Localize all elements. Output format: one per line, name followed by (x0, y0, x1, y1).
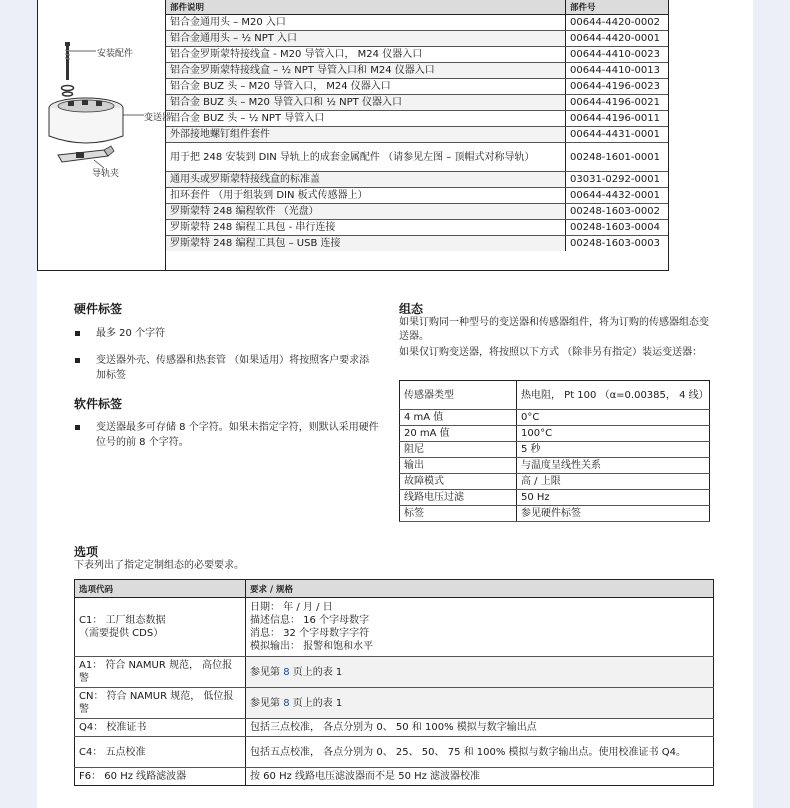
table-row (400, 458, 710, 474)
table-row (75, 719, 714, 737)
table-row (75, 737, 714, 768)
table-row (166, 95, 668, 111)
table-row (166, 188, 668, 204)
parts-header-desc: 部件说明 (166, 0, 566, 15)
options-header-req: 要求 / 规格 (246, 580, 714, 598)
configuration-title: 组态 (399, 302, 424, 316)
table-row (75, 657, 714, 688)
config-value: 高 / 上限 (517, 474, 710, 490)
option-code: F6： 60 Hz 线路滤波器 (75, 768, 246, 786)
table-row (166, 204, 668, 220)
part-number: 00644-4196-0023 (566, 79, 669, 95)
part-desc: 罗斯蒙特 248 编程工具包 - 串行连接 (166, 220, 566, 236)
option-code: A1： 符合 NAMUR 规范， 高位报警 (75, 657, 246, 688)
hardware-tag-bullet-1: 最多 20 个字符 (74, 326, 374, 341)
config-value: 参见硬件标签 (517, 506, 710, 522)
parts-header-row (166, 0, 668, 15)
config-value: 100°C (517, 426, 710, 442)
configuration-para-2: 如果仅订购变送器，将按照以下方式 （除非另有指定）装运变送器： (399, 347, 703, 358)
hardware-tag-title: 硬件标签 (74, 302, 123, 316)
config-key: 传感器类型 (400, 381, 517, 410)
options-header-row (75, 580, 714, 598)
option-req-c1-line: 描述信息： 16 个字母数字 (250, 615, 370, 626)
config-key: 故障模式 (400, 474, 517, 490)
options-intro: 下表列出了指定定制组态的必要要求。 (74, 560, 244, 571)
table-row (166, 15, 668, 31)
part-number: 00644-4410-0023 (566, 47, 669, 63)
assembly-illustration (38, 0, 172, 270)
part-number: 00644-4196-0021 (566, 95, 669, 111)
table-row (166, 143, 668, 172)
option-code-c1-note: （需要提供 CDS） (79, 628, 164, 639)
label-rail-clip: 导轨夹 (92, 169, 120, 179)
part-number: 00644-4432-0001 (566, 188, 669, 204)
config-key: 输出 (400, 458, 517, 474)
option-code-c1: C1： 工厂组态数据 (79, 615, 166, 626)
default-config-table (399, 380, 710, 522)
table-row (166, 111, 668, 127)
part-number: 00644-4431-0001 (566, 127, 669, 143)
config-value: 5 秒 (517, 442, 710, 458)
part-number: 03031-0292-0001 (566, 172, 669, 188)
option-req-c1-line: 日期： 年 / 月 / 日 (250, 602, 333, 613)
option-req-text: 参见第 (250, 666, 284, 678)
option-code: C4： 五点校准 (75, 737, 246, 768)
option-req (246, 598, 714, 657)
option-req: 按 60 Hz 线路电压滤波器而不是 50 Hz 滤波器校准 (250, 771, 481, 782)
table-row (400, 442, 710, 458)
parts-table (166, 0, 668, 251)
part-number: 00644-4410-0013 (566, 63, 669, 79)
table-row (400, 426, 710, 442)
option-req: 包括三点校准， 各点分别为 0、 50 和 100% 模拟与数字输出点 (246, 719, 714, 737)
part-number: 00644-4420-0002 (566, 15, 669, 31)
config-key: 标签 (400, 506, 517, 522)
part-desc: 铝合金 BUZ 头 – M20 导管入口和 ½ NPT 仪器入口 (166, 95, 566, 111)
config-key: 20 mA 值 (400, 426, 517, 442)
option-code (75, 598, 246, 657)
part-desc: 扣环套件 （用于组装到 DIN 板式传感器上） (166, 188, 566, 204)
option-req (246, 688, 714, 719)
hardware-tag-bullet-2: 变送器外壳、传感器和热套管 （如果适用）将按照客户要求添加标签 (74, 353, 374, 383)
options-table (74, 579, 714, 786)
option-req: 包括五点校准， 各点分别为 0、 25、 50、 75 和 100% 模拟与数字输出点。使用校准证书 Q4。 (246, 737, 714, 768)
table-row (400, 474, 710, 490)
part-desc: 罗斯蒙特 248 编程软件 （光盘） (166, 204, 566, 220)
part-desc: 通用头或罗斯蒙特接线盒的标准盖 (166, 172, 566, 188)
software-tag-bullet-1: 变送器最多可存储 8 个字符。如果未指定字符，则默认采用硬件位号的前 8 个字符。 (74, 420, 386, 450)
part-desc: 外部接地螺钉组件套件 (166, 127, 566, 143)
config-key: 阻尼 (400, 442, 517, 458)
table-row (400, 506, 710, 522)
table-row (75, 688, 714, 719)
option-req-c1-line: 模拟输出： 报警和饱和水平 (250, 641, 374, 652)
part-desc: 罗斯蒙特 248 编程工具包 – USB 连接 (166, 236, 566, 252)
table-row (166, 236, 668, 252)
part-number: 00248-1603-0003 (566, 236, 669, 252)
page-link[interactable]: 8 (283, 697, 290, 709)
transmitter-assembly-drawing (38, 0, 166, 270)
table-row (166, 172, 668, 188)
table-row (166, 220, 668, 236)
option-req-c1-line: 消息： 32 个字母数字字符 (250, 628, 370, 639)
table-row (166, 47, 668, 63)
table-row (75, 598, 714, 657)
part-number: 00248-1603-0004 (566, 220, 669, 236)
table-row (166, 31, 668, 47)
config-value: 0°C (517, 410, 710, 426)
part-number: 00248-1603-0002 (566, 204, 669, 220)
part-desc: 铝合金罗斯蒙特接线盒 - M20 导管入口， M24 仪器入口 (166, 47, 566, 63)
option-req-text: 页上的表 1 (289, 666, 343, 678)
part-desc: 铝合金罗斯蒙特接线盒 – ½ NPT 导管入口和 M24 仪器入口 (166, 63, 566, 79)
table-row (75, 768, 714, 786)
table-row (400, 410, 710, 426)
part-number: 00644-4196-0011 (566, 111, 669, 127)
configuration-para-1: 如果订购同一种型号的变送器和传感器组件，将为订购的传感器组态变送器。 (399, 317, 709, 342)
table-row (400, 490, 710, 506)
options-header-code: 选项代码 (75, 580, 246, 598)
option-code: CN： 符合 NAMUR 规范， 低位报警 (75, 688, 246, 719)
option-req (246, 657, 714, 688)
option-code: Q4： 校准证书 (75, 719, 246, 737)
table-row (166, 63, 668, 79)
table-row (166, 79, 668, 95)
page-link[interactable]: 8 (283, 666, 290, 678)
label-transmitter: 变送器 (144, 113, 172, 123)
config-value: 与温度呈线性关系 (517, 458, 710, 474)
part-desc: 铝合金 BUZ 头 – ½ NPT 导管入口 (166, 111, 566, 127)
config-value: 热电阻， Pt 100 （α=0.00385， 4 线） (517, 381, 710, 410)
option-req-text: 参见第 (250, 697, 284, 709)
part-desc: 铝合金通用头 – ½ NPT 入口 (166, 31, 566, 47)
config-key: 4 mA 值 (400, 410, 517, 426)
config-key: 线路电压过滤 (400, 490, 517, 506)
part-number: 00644-4420-0001 (566, 31, 669, 47)
part-desc: 用于把 248 安装到 DIN 导轨上的成套金属配件 （请参见左图 – 顶帽式对称导轨） (166, 143, 566, 172)
option-req-text: 页上的表 1 (289, 697, 343, 709)
part-number: 00248-1601-0001 (566, 143, 669, 172)
part-desc: 铝合金通用头 – M20 入口 (166, 15, 566, 31)
part-desc: 铝合金 BUZ 头 – M20 导管入口， M24 仪器入口 (166, 79, 566, 95)
table-row (166, 127, 668, 143)
table-row (400, 381, 710, 410)
parts-header-pn: 部件号 (566, 0, 669, 15)
options-title: 选项 (74, 545, 99, 559)
software-tag-title: 软件标签 (74, 397, 123, 411)
config-value: 50 Hz (517, 490, 710, 506)
parts-table-box (37, 0, 669, 271)
label-mount-hardware: 安装配件 (97, 49, 134, 59)
